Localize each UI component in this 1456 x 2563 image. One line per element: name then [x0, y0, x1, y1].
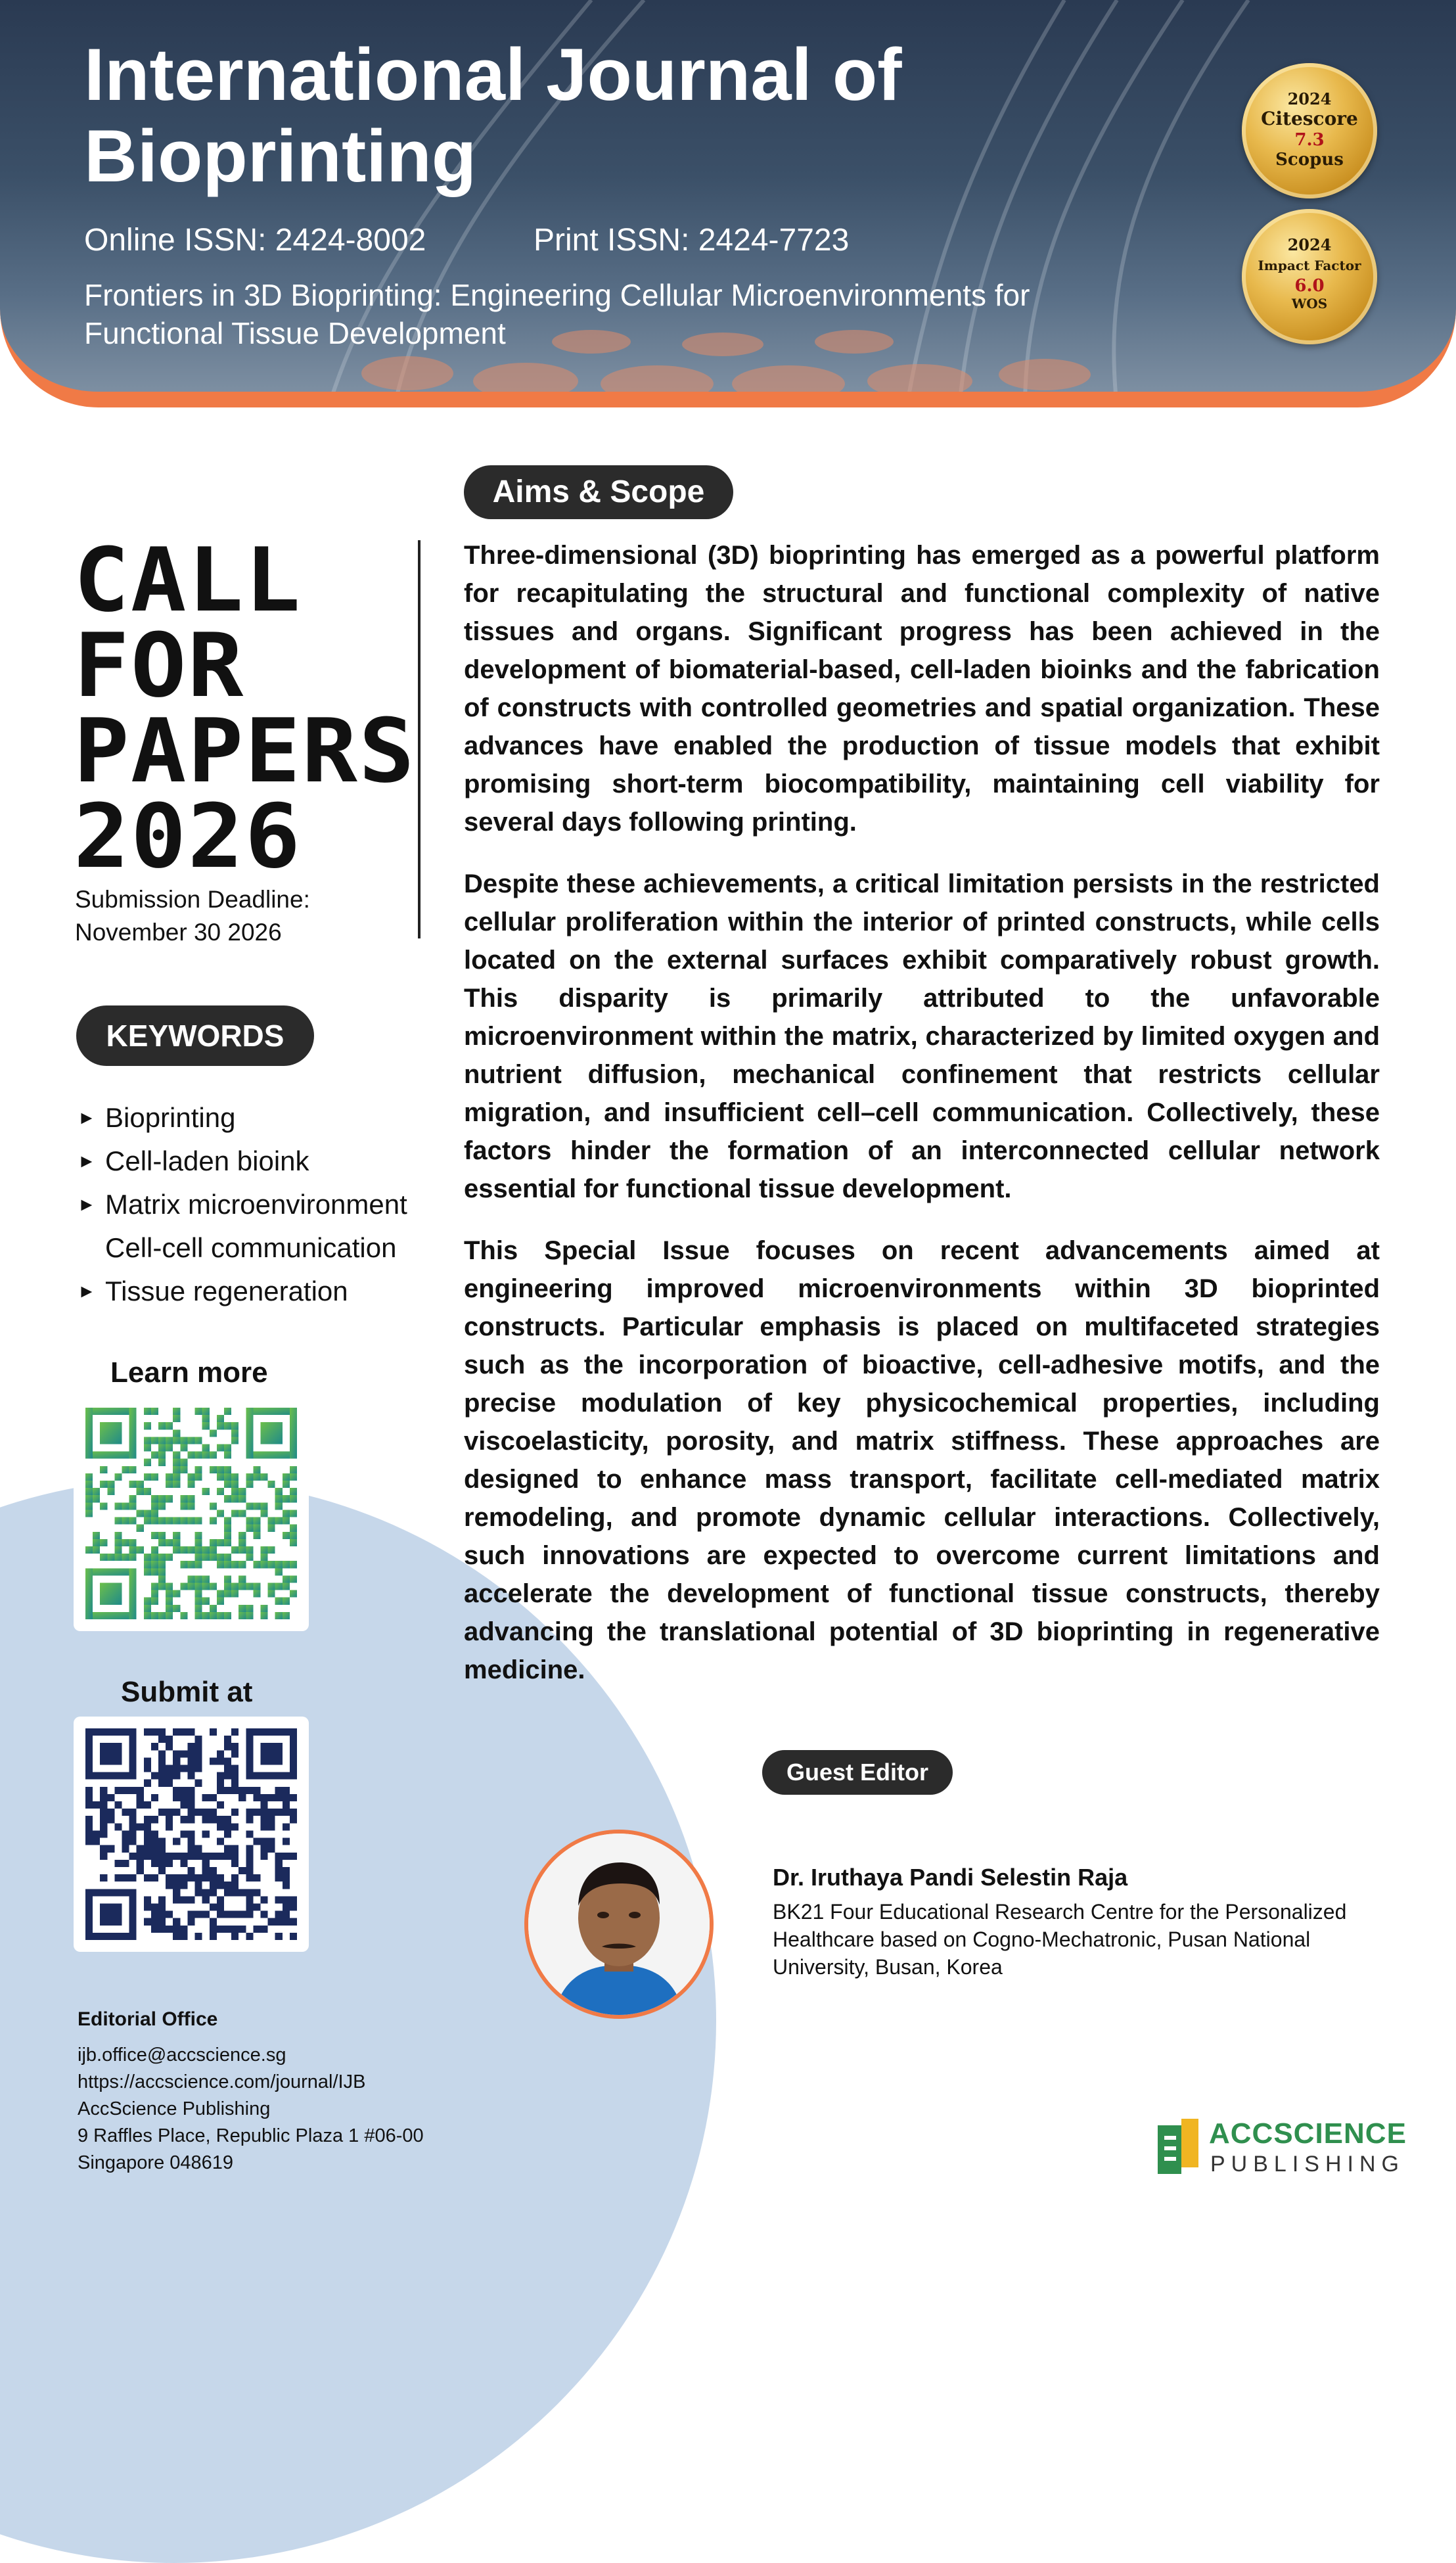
- logo-science: SCIENCE: [1273, 2117, 1407, 2150]
- editorial-office-title: Editorial Office: [78, 2008, 218, 2030]
- impact-factor-year: 2024: [1287, 235, 1332, 254]
- submit-qr-code[interactable]: [74, 1717, 309, 1952]
- cfp-line-for: FOR: [74, 614, 245, 717]
- aims-scope-label: Aims & Scope: [464, 465, 733, 519]
- cfp-line-year: 2026: [74, 785, 302, 888]
- guest-editor-photo: [524, 1830, 714, 2019]
- aims-paragraph: Three-dimensional (3D) bioprinting has emerged as a powerful platform for recapitulating the structural and functional complexity of native tissues and organs. Significant progress has been achieved in the development of biomaterial-based, cell-laden bioinks and the fabrication of constructs with controlled geometries and spatial organization. These advances have enabled the production of tissue models that exhibit promising short-term biocompatibility, maintaining cell viability for several days following printing.: [464, 541, 1380, 837]
- aims-scope-body: [464, 536, 1380, 1713]
- submit-at-label: Submit at: [121, 1676, 253, 1708]
- publisher-name: AccScience Publishing: [78, 2098, 271, 2119]
- qr-code-icon: [85, 1408, 297, 1619]
- keyword-item: [78, 1140, 445, 1183]
- deadline-date: November 30 2026: [75, 919, 282, 946]
- aims-paragraph: This Special Issue focuses on recent advancements aimed at engineering improved microenvironments within 3D bioprinted constructs. Particular emphasis is placed on multifaceted strategies such as the incorporation of bioactive, cell-adhesive motifs, and the precise modulation of key physicochemical properties, including viscoelasticity, porosity, and matrix stiffness. These approaches are designed to enhance mass transport, facilitate cell-mediated matrix remodeling, and promote dynamic cellular interactions. Collectively, such innovations are expected to overcome current limitations and accelerate the development of functional tissue constructs, thereby advancing the translational potential of 3D bioprinting in regenerative medicine.: [464, 1236, 1380, 1684]
- keyword-text: Tissue regeneration: [105, 1276, 348, 1306]
- call-for-papers-heading: [74, 529, 416, 888]
- book-logo-icon: [1155, 2116, 1201, 2177]
- address-postcode: Singapore 048619: [78, 2152, 234, 2173]
- citescore-value: 7.3: [1294, 130, 1325, 150]
- editorial-url[interactable]: https://accscience.com/journal/IJB: [78, 2071, 366, 2092]
- keyword-item: [78, 1183, 445, 1226]
- keyword-text: Bioprinting: [105, 1102, 236, 1133]
- print-issn: Print ISSN: 2424-7723: [534, 223, 850, 258]
- logo-wordmark: [1209, 2117, 1407, 2150]
- bullet-triangle-icon: ►: [78, 1107, 96, 1128]
- logo-publishing: PUBLISHING: [1210, 2152, 1405, 2177]
- special-issue-title: Frontiers in 3D Bioprinting: Engineering Cellular Microenvironments for Functional Tissue Development: [84, 278, 1030, 350]
- keyword-text: Cell-cell communication: [105, 1232, 397, 1263]
- guest-editor-affiliation: BK21 Four Educational Research Centre for the Personalized Healthcare based on Cogno-Mechatronic, Pusan National University, Busan, Korea: [773, 1900, 1347, 1979]
- guest-editor-label: Guest Editor: [762, 1750, 953, 1795]
- deadline-label: Submission Deadline:: [75, 886, 310, 913]
- bullet-triangle-icon: ►: [78, 1194, 96, 1214]
- citescore-badge: [1242, 63, 1377, 198]
- accscience-publishing-logo: [1155, 2113, 1407, 2179]
- impact-factor-label: Impact Factor: [1258, 258, 1361, 273]
- header-banner: [0, 0, 1456, 407]
- submission-deadline: [75, 883, 310, 949]
- keywords-list: [78, 1096, 445, 1313]
- learn-more-qr-code[interactable]: [74, 1396, 309, 1631]
- citescore-label: Citescore: [1261, 108, 1358, 129]
- aims-paragraph: Despite these achievements, a critical limitation persists in the restricted cellular proliferation within the interior of printed constructs, while cells located on the external surfaces exhibit comparatively robust growth. This disparity is primarily attributed to the unfavorable microenvironment within the matrix, characterized by limited oxygen and nutrient diffusion, mechanical confinement that restricts cellular migration, and insufficient cell–cell communication. Collectively, these factors hinder the formation of an interconnected cellular network essential for functional tissue development.: [464, 869, 1380, 1203]
- citescore-year: 2024: [1287, 89, 1332, 108]
- keyword-text: Cell-laden bioink: [105, 1145, 309, 1176]
- address-line: 9 Raffles Place, Republic Plaza 1 #06-00: [78, 2125, 424, 2146]
- bullet-triangle-icon: ►: [78, 1281, 96, 1301]
- qr-code-icon: [85, 1728, 297, 1940]
- journal-title: International Journal of Bioprinting: [84, 34, 902, 197]
- cfp-line-call: CALL: [74, 529, 302, 632]
- keywords-label: KEYWORDS: [76, 1005, 314, 1066]
- impact-factor-source: WOS: [1291, 296, 1328, 312]
- portrait-icon: [528, 1834, 710, 2015]
- citescore-source: Scopus: [1275, 150, 1344, 170]
- keyword-item: [78, 1270, 445, 1313]
- logo-acc: ACC: [1209, 2117, 1274, 2150]
- divider-line: [418, 540, 421, 938]
- bullet-triangle-icon: ►: [78, 1151, 96, 1171]
- cfp-line-papers: PAPERS: [74, 700, 416, 802]
- impact-factor-badge: [1242, 209, 1377, 344]
- impact-factor-value: 6.0: [1294, 276, 1325, 296]
- keyword-item: [78, 1096, 445, 1140]
- online-issn: Online ISSN: 2424-8002: [84, 223, 426, 258]
- guest-editor-name: Dr. Iruthaya Pandi Selestin Raja: [773, 1864, 1128, 1891]
- editorial-office: [78, 2006, 424, 2177]
- learn-more-label: Learn more: [110, 1356, 268, 1389]
- keyword-item: [78, 1226, 445, 1270]
- editorial-email[interactable]: ijb.office@accscience.sg: [78, 2044, 286, 2066]
- keyword-text: Matrix microenvironment: [105, 1189, 407, 1220]
